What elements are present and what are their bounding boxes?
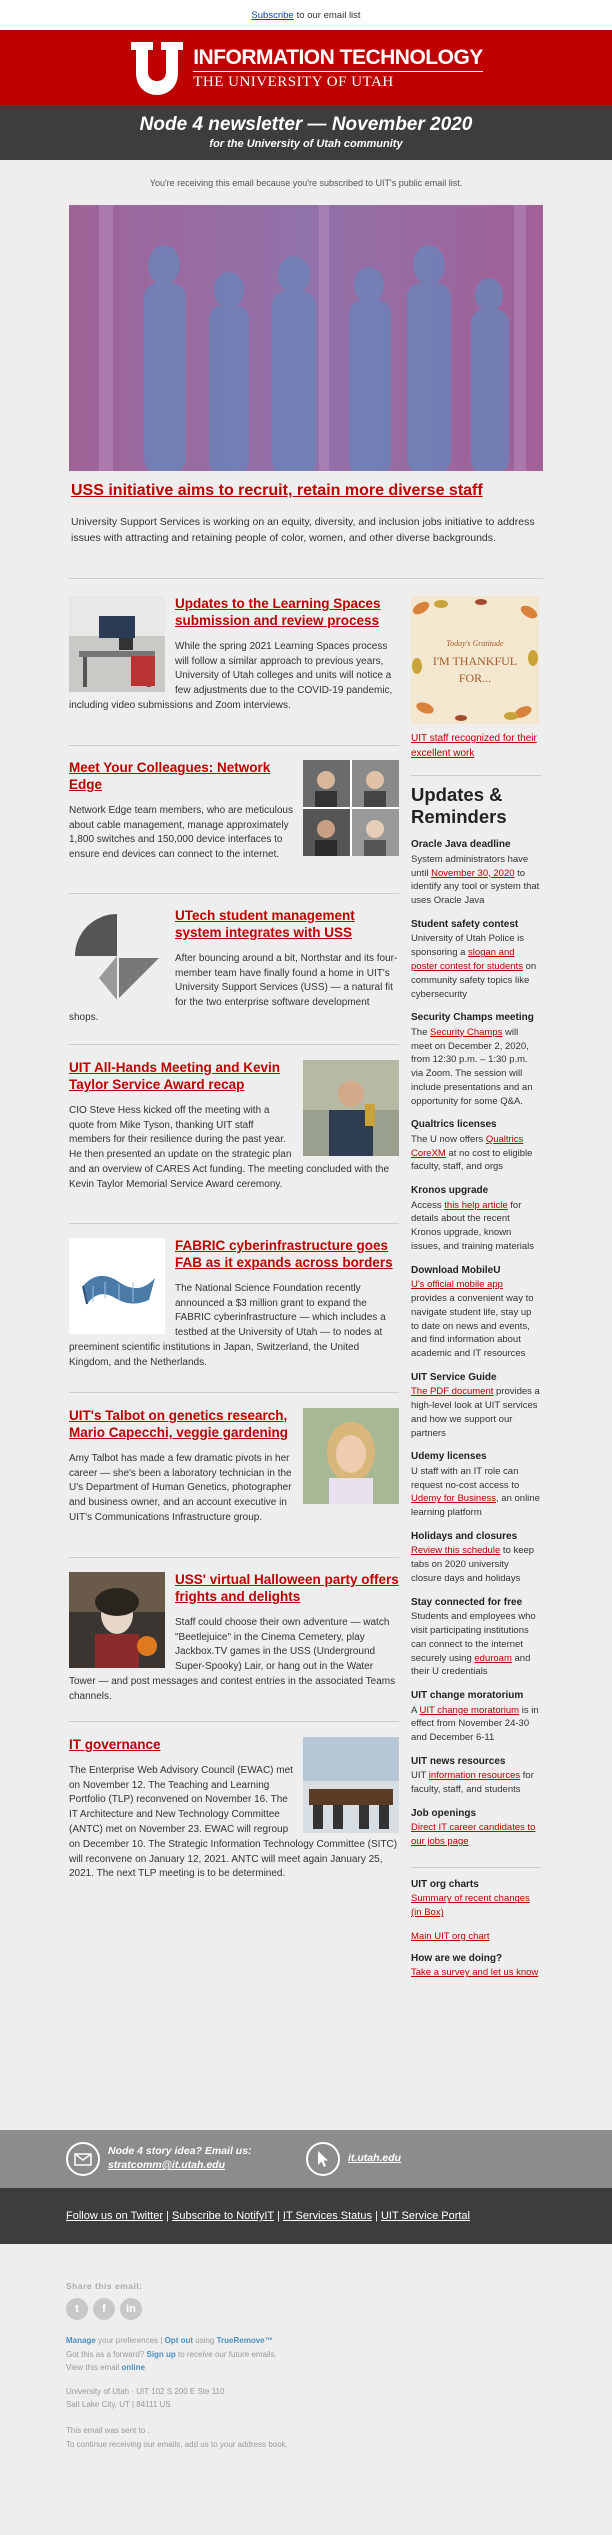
update-item-title: Udemy licenses — [411, 1451, 487, 1463]
article-halloween — [69, 1572, 399, 1705]
cursor-pointer-icon — [306, 2142, 340, 2176]
update-item-text: Students and employees who visit participating institutions can connect to the internet securely using — [411, 1611, 536, 1664]
divider — [69, 1721, 399, 1722]
article-thumbnail-halloween-photo[interactable] — [69, 1572, 165, 1668]
updates-list — [411, 838, 541, 1849]
article-talbot — [69, 1408, 399, 1526]
thankful-card-line3: FOR... — [458, 670, 492, 685]
divider — [69, 745, 399, 746]
update-item-link[interactable]: November 30, 2020 — [431, 867, 515, 879]
article-body: The National Science Foundation recently announced a $3 million grant to expand the FABRIC cyberinfrastructure — which includes a testbed at the University of Utah — to nodes at preeminent scientific institutions in Japan, Switzerland, the United Kingdom, and the Netherlands. — [69, 1282, 386, 1368]
forward-text-end: to receive our future emails. — [175, 2349, 277, 2359]
update-item-body — [411, 1385, 541, 1440]
status-link[interactable]: IT Services Status — [282, 2210, 372, 2222]
article-network-edge — [69, 760, 399, 863]
update-item-link[interactable]: Udemy for Business — [411, 1493, 497, 1505]
divider — [69, 893, 399, 894]
divider — [69, 1223, 399, 1224]
update-item-body — [411, 853, 541, 908]
opt-out-link[interactable]: Opt out — [164, 2336, 194, 2345]
update-item-text: A — [411, 1704, 420, 1716]
signup-link[interactable]: Sign up — [146, 2349, 176, 2359]
article-body: While the spring 2021 Learning Spaces process will follow a similar approach to previous years, University of Utah colleges and units will notice a few adjustments due to the COVID-19 pandemic, including video submissions and Zoom interviews. — [69, 640, 393, 711]
story-idea-text: Node 4 story idea? Email us: — [108, 2145, 252, 2158]
email-envelope-icon — [66, 2142, 100, 2176]
update-item-body — [411, 1544, 541, 1585]
optout-text: using — [193, 2336, 217, 2345]
article-fabric — [69, 1238, 399, 1371]
update-item-body — [411, 1821, 541, 1849]
article-body: CIO Steve Hess kicked off the meeting with a quote from Mike Tyson, thanking UIT staff members for their resilience during the past year. He then presented an update on the strategic plan and an overview of CARES Act funding. The meeting concluded with the Kevin Taylor Memorial Service Award ceremony. — [69, 1104, 390, 1190]
update-item-text: will meet on December 2, 2020, from 12:30 p.m. – 1:30 p.m. via Zoom. The session will include presentations and an opportunity for some Q&A. — [411, 1026, 533, 1107]
update-item-link[interactable]: U's official mobile app — [411, 1279, 503, 1291]
hero-image[interactable] — [69, 205, 543, 471]
update-item-title: Holidays and closures — [411, 1530, 518, 1542]
article-body: The Enterprise Web Advisory Council (EWAC) met on November 12. The Teaching and Learning Portfolio (TLP) reconvened on November 16. The IT Architecture and New Technology Committee (ANTC) met on November 23. EWAC will regroup on December 10. The Strategic Information Technology Committee (SITC) will reconvene on January 12, 2021. ANTC will meet again January 25, 2021. The next TLP meeting is to be determined. — [69, 1764, 398, 1880]
hero-description: University Support Services is working on an equity, diversity, and inclusion jobs initiative to address issues with attracting and retaining people of color, women, and other diverse backgrounds. — [71, 516, 535, 544]
update-item-body — [411, 1465, 541, 1520]
hero-headline-link[interactable]: USS initiative aims to recruit, retain more diverse staff — [71, 482, 483, 499]
trueremove-link[interactable]: TrueRemove™ — [216, 2336, 273, 2345]
update-item-text: for faculty, staff, and students — [411, 1770, 534, 1796]
update-item-title: UIT Service Guide — [411, 1371, 497, 1383]
manage-preferences-link[interactable]: Manage — [66, 2336, 96, 2345]
update-item-body — [411, 1199, 541, 1254]
update-item-title: Qualtrics licenses — [411, 1119, 497, 1131]
update-item-title: Kronos upgrade — [411, 1185, 489, 1197]
update-item-text: at no cost to eligible faculty, staff, and orgs — [411, 1147, 533, 1173]
sent-to-text: This email was sent to . — [66, 2425, 150, 2435]
divider — [69, 1392, 399, 1393]
preheader — [0, 0, 612, 30]
article-body: Staff could choose their own adventure — watch "Beetlejuice" in the Cinema Cemetery, play Jackbox.TV games in the USS (Underground Super-Spooky) Lair, or hang out in the Water Tower — and post messages and contest entries in the associated Teams channels. — [69, 1616, 396, 1702]
update-item-title: UIT news resources — [411, 1755, 506, 1767]
masthead — [0, 30, 612, 106]
article-thumbnail-team-photos[interactable] — [303, 760, 399, 856]
update-item-text: is in effect from November 24-30 and December 6-11 — [411, 1704, 539, 1744]
address-line-1: University of Utah · UIT 102 S 200 E Ste 110 — [66, 2386, 225, 2396]
divider — [411, 1867, 541, 1868]
linkedin-share-icon[interactable]: in — [120, 2298, 142, 2320]
update-item-text: The U now offers — [411, 1133, 486, 1145]
update-item-text: U staff with an IT role can request no-cost access to — [411, 1465, 520, 1491]
update-item-text: provides a high-level look at UIT services and how we support our partners — [411, 1386, 540, 1439]
update-item-body — [411, 1769, 541, 1797]
footer-links-band: Follow us on Twitter | Subscribe to NotifyIT | IT Services Status | UIT Service Portal — [0, 2188, 612, 2244]
update-item-link[interactable]: information resources — [428, 1770, 521, 1782]
update-item-text: Access — [411, 1199, 445, 1211]
update-item-text: for details about the recent Kronos upgrade, known issues, and training materials — [411, 1199, 535, 1252]
divider — [69, 578, 543, 579]
article-thumbnail-fabric-logo[interactable] — [69, 1238, 165, 1334]
update-item-text: UIT — [411, 1770, 429, 1782]
twitter-link[interactable]: Follow us on Twitter — [66, 2210, 164, 2222]
update-item-link[interactable]: Security Champs — [430, 1026, 503, 1038]
article-title-link[interactable]: Updates to the Learning Spaces submission and review process — [175, 596, 381, 628]
article-title-link[interactable]: Meet Your Colleagues: Network Edge — [69, 760, 271, 792]
article-all-hands — [69, 1060, 399, 1193]
org-changes-link[interactable]: Summary of recent changes (in Box) — [411, 1893, 530, 1919]
update-item-title: Download MobileU — [411, 1264, 501, 1276]
subscribe-link[interactable]: Subscribe — [251, 9, 294, 21]
update-item-title: Oracle Java deadline — [411, 839, 511, 851]
update-item-link[interactable]: Qualtrics CoreXM — [411, 1133, 524, 1159]
twitter-share-icon[interactable]: t — [66, 2298, 88, 2320]
update-item-link[interactable]: eduroam — [474, 1652, 512, 1664]
article-body: After bouncing around a bit, Northstar and its four-member team have finally found a home in UIT's University Support Services (USS) — a natural fit for the two enterprise software development shops. — [69, 952, 398, 1023]
update-item-text: , an online learning platform — [411, 1493, 540, 1519]
update-item-link[interactable]: slogan and poster contest for students — [411, 947, 523, 972]
article-thumbnail-classroom[interactable] — [69, 596, 165, 692]
forward-text: Got this as a forward? — [66, 2349, 147, 2359]
update-item-link[interactable]: Review this schedule — [411, 1545, 501, 1557]
update-item-title: Student safety contest — [411, 918, 519, 930]
masthead-title: INFORMATION TECHNOLOGY — [193, 47, 483, 72]
article-utech — [69, 908, 399, 1026]
view-online-link[interactable]: online — [121, 2363, 145, 2373]
preheader-text: to our email list — [296, 9, 361, 21]
update-item-text: and their U credentials — [411, 1652, 531, 1678]
org-chart-link[interactable]: Main UIT org chart — [411, 1930, 490, 1942]
article-thumbnail-utech-logo[interactable] — [69, 908, 165, 1004]
update-item-title: Job openings — [411, 1807, 476, 1819]
update-item-text: System administrators have until — [411, 853, 529, 879]
update-item-link[interactable]: Direct IT career candidates to our jobs page — [411, 1822, 536, 1848]
footer-legal — [0, 2244, 612, 2535]
update-item-title: Stay connected for free — [411, 1596, 523, 1608]
thankful-link[interactable]: UIT staff recognized for their excellent work — [411, 733, 537, 759]
article-title-link[interactable]: UTech student management system integrates with USS — [175, 908, 355, 940]
update-item-text: The — [411, 1026, 431, 1038]
address-book-text: To continue receiving our emails, add us to your address book. — [66, 2439, 288, 2449]
survey-heading: How are we doing? — [411, 1952, 503, 1964]
thankful-card-image[interactable] — [411, 596, 539, 724]
survey-link[interactable]: Take a survey and let us know — [411, 1967, 539, 1979]
update-item-title: UIT change moratorium — [411, 1690, 524, 1702]
article-thumbnail-award-photo[interactable] — [303, 1060, 399, 1156]
update-item-body — [411, 1704, 541, 1745]
facebook-share-icon[interactable]: f — [93, 2298, 115, 2320]
intro-text: You're receiving this email because you're subscribed to UIT's public email list. — [149, 178, 463, 188]
update-item-body — [411, 932, 541, 1001]
divider — [69, 1557, 399, 1558]
article-title-link[interactable]: USS' virtual Halloween party offers frights and delights — [175, 1572, 399, 1604]
story-idea-band — [0, 2130, 612, 2188]
thankful-card-line1: Today's Gratitude — [446, 639, 504, 648]
divider — [69, 1044, 399, 1045]
article-title-link[interactable]: UIT All-Hands Meeting and Kevin Taylor Service Award recap — [69, 1060, 281, 1092]
story-email-link[interactable]: stratcomm@it.utah.edu — [108, 2159, 226, 2171]
article-body: Network Edge team members, who are meticulous about cable management, manage approximately 1,800 switches and 150,000 device interfaces to ensure end devices can connect to the internet. — [69, 804, 293, 861]
update-item-text: University of Utah Police is sponsoring a — [411, 933, 524, 959]
article-body: Amy Talbot has made a few dramatic pivots in her career — she's been a laboratory technician in the U's Department of Human Genetics, photographer and business owner, and an account executive in UIT's Communications Infrastructure group. — [69, 1452, 292, 1523]
address-line-2: Salt Lake City, UT | 84111 US — [66, 2400, 171, 2410]
update-item-text: to identify any tool or system that uses Oracle Java — [411, 867, 540, 907]
article-title-link[interactable]: IT governance — [69, 1737, 161, 1752]
thankful-card-line2: I'M THANKFUL — [432, 653, 518, 668]
article-it-governance — [69, 1737, 399, 1882]
updates-heading: Updates & Reminders — [411, 784, 507, 828]
update-item-body — [411, 1610, 541, 1679]
update-item-link[interactable]: UIT change moratorium — [419, 1704, 520, 1716]
masthead-subtitle: THE UNIVERSITY OF UTAH — [193, 74, 394, 90]
online-text: View this email — [66, 2363, 122, 2373]
divider — [411, 775, 541, 776]
notifyit-link[interactable]: Subscribe to NotifyIT — [172, 2210, 274, 2222]
service-portal-link[interactable]: UIT Service Portal — [380, 2210, 470, 2222]
site-link[interactable]: it.utah.edu — [348, 2152, 402, 2165]
article-thumbnail-boardroom[interactable] — [303, 1737, 399, 1833]
hero-headline[interactable] — [71, 482, 541, 500]
sidebar — [411, 596, 541, 1980]
article-learning-spaces — [69, 596, 399, 714]
article-title-link[interactable]: UIT's Talbot on genetics research, Mario Capecchi, veggie gardening — [69, 1408, 289, 1440]
update-item-body — [411, 1133, 541, 1174]
update-item-text: provides a convenient way to navigate student life, stay up to date on news and events, and find information about academic and IT resources — [411, 1292, 534, 1360]
update-item-link[interactable]: The PDF document — [411, 1386, 494, 1398]
update-item-link[interactable]: this help article — [444, 1199, 508, 1211]
article-thumbnail-portrait[interactable] — [303, 1408, 399, 1504]
org-charts-heading: UIT org charts — [411, 1878, 479, 1890]
newsletter-banner — [0, 106, 612, 160]
update-item-text: to keep tabs on 2020 university closure days and holidays — [411, 1545, 535, 1584]
update-item-title: Security Champs meeting — [411, 1012, 534, 1024]
newsletter-title: Node 4 newsletter — November 2020 — [139, 114, 473, 135]
newsletter-subtitle: for the University of Utah community — [209, 138, 403, 150]
update-item-text: on community safety topics like cybersecurity — [411, 960, 537, 1000]
update-item-body — [411, 1026, 541, 1109]
article-title-link[interactable]: FABRIC cyberinfrastructure goes FAB as it expands across borders — [175, 1238, 393, 1270]
update-item-body — [411, 1278, 541, 1361]
manage-text: your preferences | — [95, 2336, 165, 2345]
university-u-logo-icon — [129, 40, 185, 98]
share-label: Share this email: — [66, 2281, 143, 2291]
